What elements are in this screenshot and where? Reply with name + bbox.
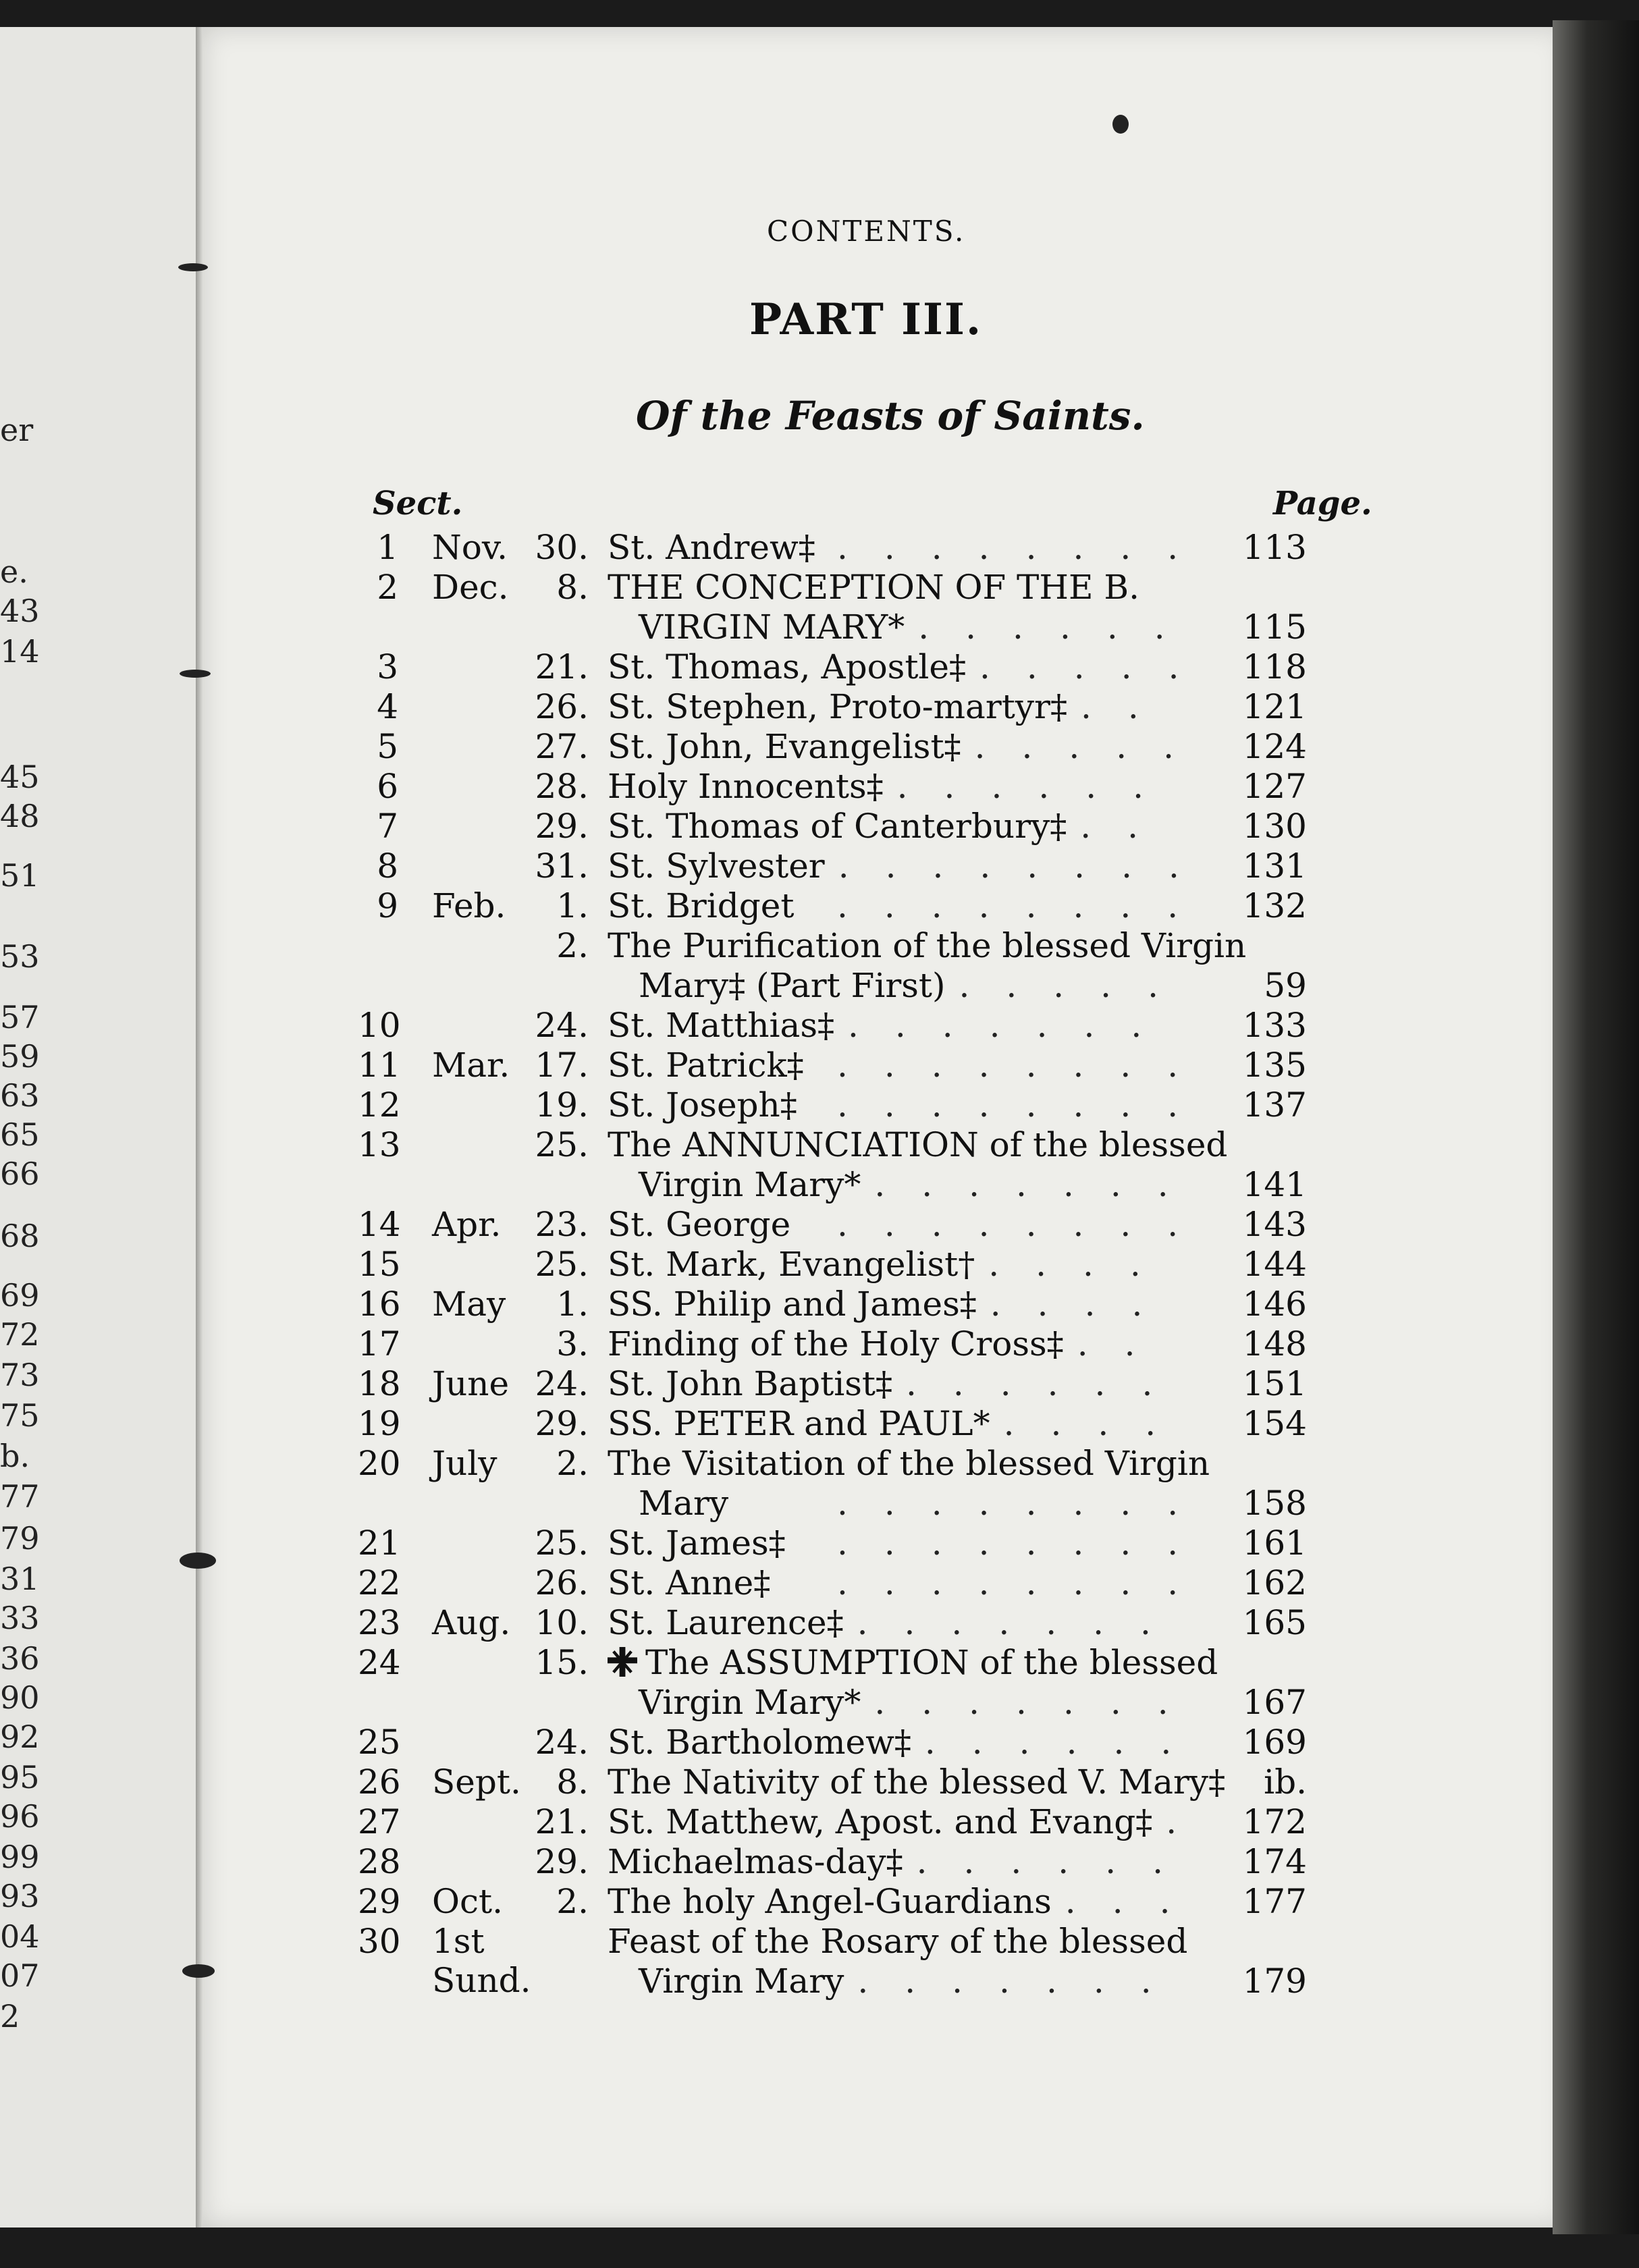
- day-number: 17.: [535, 1046, 589, 1085]
- facing-page-fragment: 36: [0, 1640, 40, 1677]
- page-number: 127: [1242, 767, 1307, 806]
- facing-page-fragment: 14: [0, 633, 40, 670]
- entry-title: St. Thomas, Apostle‡: [608, 647, 967, 686]
- entry-title: St. Sylvester: [608, 846, 825, 886]
- day-number: 25.: [535, 1125, 589, 1164]
- entry-title: VIRGIN MARY*: [639, 608, 905, 647]
- day-number: 3.: [556, 1324, 589, 1364]
- page-number: 161: [1242, 1523, 1307, 1563]
- dot-leader: .....: [974, 727, 1211, 766]
- section-number: 10: [358, 1006, 401, 1045]
- facing-page-fragment: 66: [0, 1156, 40, 1192]
- entry-title: St. Patrick‡: [608, 1046, 804, 1085]
- dot-leader: .....: [979, 647, 1216, 686]
- dot-leader: ......: [924, 1723, 1208, 1762]
- day-number: 1.: [556, 886, 589, 925]
- month-label: Feb.: [432, 886, 506, 925]
- part-title: PART III.: [749, 294, 983, 345]
- facing-page-fragment: 57: [0, 999, 40, 1035]
- section-number: 4: [377, 687, 398, 726]
- section-number: 22: [358, 1563, 401, 1602]
- month-label: Oct.: [432, 1882, 503, 1921]
- day-number: 24.: [535, 1006, 589, 1045]
- dot-leader: ........: [837, 1523, 1215, 1563]
- contents-heading: CONTENTS.: [767, 215, 966, 248]
- facing-page-fragment: 79: [0, 1520, 40, 1557]
- entry-title: [608, 1643, 1218, 1682]
- day-number: 28.: [535, 767, 589, 806]
- page-number: 141: [1242, 1165, 1307, 1204]
- dot-leader: ....: [1003, 1404, 1193, 1443]
- section-number: 9: [377, 886, 398, 925]
- entry-title: The Visitation of the blessed Virgin: [608, 1444, 1210, 1483]
- day-number: 29.: [535, 1842, 589, 1881]
- dot-leader: ........: [837, 1085, 1215, 1125]
- day-number: 8.: [556, 568, 589, 607]
- entry-title-text: The ASSUMPTION of the blessed: [645, 1643, 1218, 1682]
- month-label: Mar.: [432, 1046, 510, 1085]
- facing-page-fragment: 07: [0, 1958, 40, 1994]
- month-label: May: [432, 1285, 506, 1324]
- facing-page-fragment: 77: [0, 1478, 40, 1515]
- day-number: 15.: [535, 1643, 589, 1682]
- facing-page-fragment: 59: [0, 1038, 40, 1075]
- page-number: 130: [1242, 807, 1307, 846]
- page-number: 118: [1242, 647, 1307, 686]
- entry-title: St. Mark, Evangelist†: [608, 1245, 975, 1284]
- month-label: Dec.: [432, 568, 509, 607]
- entry-title: Finding of the Holy Cross‡: [608, 1324, 1064, 1364]
- entry-title: St. Joseph‡: [608, 1085, 797, 1125]
- dot-leader: ........: [837, 1484, 1215, 1523]
- facing-page-fragment: 43: [0, 593, 40, 629]
- page-number: 151: [1242, 1364, 1307, 1403]
- section-number: 15: [358, 1245, 401, 1284]
- dot-leader: ........: [837, 1563, 1215, 1602]
- dot-leader: ...: [1065, 1882, 1207, 1921]
- facing-page-fragment: 48: [0, 798, 40, 834]
- page-number: 169: [1242, 1723, 1307, 1762]
- day-number: 2.: [556, 1444, 589, 1483]
- page-number: 174: [1242, 1842, 1307, 1881]
- dot-leader: .....: [959, 966, 1195, 1005]
- day-number: 30.: [535, 528, 589, 567]
- page-number: 124: [1242, 727, 1307, 766]
- page-number: 158: [1242, 1484, 1307, 1523]
- page-number: 144: [1242, 1245, 1307, 1284]
- entry-title: St. Andrew‡: [608, 528, 815, 567]
- entry-title: St. Stephen, Proto-martyr‡: [608, 687, 1067, 726]
- section-number: 16: [358, 1285, 401, 1324]
- month-label: 1st Sund.: [432, 1922, 531, 2000]
- sect-column-heading: Sect.: [373, 485, 463, 522]
- section-number: 14: [358, 1205, 401, 1244]
- page-number: 172: [1242, 1802, 1307, 1841]
- page-number: 131: [1242, 846, 1307, 886]
- facing-page-fragment: 51: [0, 857, 40, 894]
- facing-page-fragment: 33: [0, 1600, 40, 1636]
- month-label: June: [432, 1364, 510, 1403]
- facing-page-fragment: 31: [0, 1561, 40, 1597]
- section-number: 26: [358, 1762, 401, 1802]
- facing-page-fragment: er: [0, 412, 34, 448]
- dot-leader: ......: [896, 767, 1181, 806]
- entry-title: Mary‡ (Part First): [639, 966, 946, 1005]
- entry-title: The holy Angel-Guardians: [608, 1882, 1052, 1921]
- section-number: 30: [358, 1922, 401, 1961]
- entry-title: Michaelmas-day‡: [608, 1842, 903, 1881]
- day-number: 27.: [535, 727, 589, 766]
- section-number: 13: [358, 1125, 401, 1164]
- entry-title: Feast of the Rosary of the blessed: [608, 1922, 1188, 1961]
- page-number: ib.: [1264, 1762, 1307, 1802]
- section-number: 20: [358, 1444, 401, 1483]
- facing-page-fragment: b.: [0, 1438, 30, 1474]
- dot-leader: ......: [905, 1364, 1189, 1403]
- day-number: 19.: [535, 1085, 589, 1125]
- section-number: 6: [377, 767, 398, 806]
- page-number: 135: [1242, 1046, 1307, 1085]
- page-number: 133: [1242, 1006, 1307, 1045]
- ink-mark: [178, 263, 208, 271]
- entry-title: Virgin Mary: [639, 1962, 844, 2001]
- entry-title: THE CONCEPTION OF THE B.: [608, 568, 1140, 607]
- page-number: 162: [1242, 1563, 1307, 1602]
- facing-page-fragment: 99: [0, 1839, 40, 1875]
- entry-title: St. John, Evangelist‡: [608, 727, 961, 766]
- section-number: 21: [358, 1523, 401, 1563]
- facing-page-fragment: 96: [0, 1798, 40, 1835]
- day-number: 29.: [535, 807, 589, 846]
- page-number: 154: [1242, 1404, 1307, 1443]
- day-number: 25.: [535, 1245, 589, 1284]
- facing-page-fragment: 68: [0, 1218, 40, 1254]
- section-number: 7: [377, 807, 398, 846]
- day-number: 31.: [535, 846, 589, 886]
- day-number: 24.: [535, 1364, 589, 1403]
- facing-page-fragment: 72: [0, 1316, 40, 1353]
- page-number: 148: [1242, 1324, 1307, 1364]
- month-label: Sept.: [432, 1762, 521, 1802]
- entry-title: St. Anne‡: [608, 1563, 771, 1602]
- day-number: 10.: [535, 1603, 589, 1642]
- page-number: 179: [1242, 1962, 1307, 2001]
- dot-leader: ......: [916, 1842, 1200, 1881]
- day-number: 25.: [535, 1523, 589, 1563]
- dot-leader: ........: [837, 528, 1215, 567]
- day-number: 2.: [556, 1882, 589, 1921]
- section-number: 28: [358, 1842, 401, 1881]
- dot-leader: .......: [874, 1165, 1205, 1204]
- dot-leader: ..: [1077, 1324, 1172, 1364]
- section-number: 19: [358, 1404, 401, 1443]
- section-number: 23: [358, 1603, 401, 1642]
- month-label: Aug.: [432, 1603, 511, 1642]
- dot-leader: ........: [838, 846, 1216, 886]
- entry-title: Virgin Mary*: [639, 1683, 861, 1722]
- dot-leader: .......: [857, 1962, 1188, 2001]
- page-number: 177: [1242, 1882, 1307, 1921]
- facing-page-fragment: 75: [0, 1397, 40, 1434]
- entry-title: The Nativity of the blessed V. Mary‡: [608, 1762, 1226, 1802]
- book-edge: [1553, 20, 1639, 2234]
- page-number: 143: [1242, 1205, 1307, 1244]
- entry-title: SS. Philip and James‡: [608, 1285, 977, 1324]
- facing-page-fragment: 53: [0, 938, 40, 975]
- page-number: 115: [1242, 608, 1307, 647]
- section-number: 25: [358, 1723, 401, 1762]
- day-number: 21.: [535, 1802, 589, 1841]
- page-number: 59: [1264, 966, 1307, 1005]
- facing-page-fragment: 73: [0, 1357, 40, 1393]
- page-number: 167: [1242, 1683, 1307, 1722]
- day-number: 23.: [535, 1205, 589, 1244]
- section-number: 18: [358, 1364, 401, 1403]
- facing-page-fragment: 90: [0, 1679, 40, 1716]
- part-subtitle: Of the Feasts of Saints.: [636, 393, 1145, 439]
- page-number: 137: [1242, 1085, 1307, 1125]
- facing-page-fragment: 45: [0, 759, 40, 795]
- dot-leader: ..: [1080, 687, 1175, 726]
- entry-title: St. Matthew, Apost. and Evang‡: [608, 1802, 1153, 1841]
- ink-mark: [182, 1964, 215, 1978]
- entry-title: St. George: [608, 1205, 791, 1244]
- month-label: Nov.: [432, 528, 508, 567]
- dot-leader: .......: [874, 1683, 1205, 1722]
- facing-page-fragment: 63: [0, 1077, 40, 1114]
- day-number: 29.: [535, 1404, 589, 1443]
- dot-leader: ....: [988, 1245, 1177, 1284]
- day-number: 1.: [556, 1285, 589, 1324]
- day-number: 21.: [535, 647, 589, 686]
- section-number: 29: [358, 1882, 401, 1921]
- page-number: 165: [1242, 1603, 1307, 1642]
- section-number: 24: [358, 1643, 401, 1682]
- entry-title: St. Thomas of Canterbury‡: [608, 807, 1067, 846]
- dot-leader: ........: [837, 1046, 1215, 1085]
- entry-title: St. Laurence‡: [608, 1603, 844, 1642]
- facing-page-fragment: e.: [0, 554, 28, 590]
- page-number: 121: [1242, 687, 1307, 726]
- section-number: 5: [377, 727, 398, 766]
- facing-page-fragment: 93: [0, 1878, 40, 1914]
- entry-title: Holy Innocents‡: [608, 767, 884, 806]
- page-number: 146: [1242, 1285, 1307, 1324]
- dot-leader: .......: [848, 1006, 1179, 1045]
- facing-page-fragment: 69: [0, 1277, 40, 1314]
- section-number: 11: [358, 1046, 401, 1085]
- section-number: 2: [377, 568, 398, 607]
- section-number: 27: [358, 1802, 401, 1841]
- ink-mark: [180, 670, 211, 678]
- facing-page-fragment: 2: [0, 1998, 20, 2034]
- entry-title: St. Bartholomew‡: [608, 1723, 911, 1762]
- dot-leader: ........: [837, 886, 1215, 925]
- facing-page-fragment: 92: [0, 1719, 40, 1755]
- entry-title: St. James‡: [608, 1523, 786, 1563]
- entry-title: St. Bridget: [608, 886, 795, 925]
- section-number: 17: [358, 1324, 401, 1364]
- day-number: 8.: [556, 1762, 589, 1802]
- section-number: 8: [377, 846, 398, 886]
- dot-leader: ....: [990, 1285, 1179, 1324]
- ink-mark: [1112, 115, 1129, 134]
- day-number: 26.: [535, 1563, 589, 1602]
- day-number: 26.: [535, 687, 589, 726]
- entry-title: Virgin Mary*: [639, 1165, 861, 1204]
- facing-page-fragment: 04: [0, 1918, 40, 1955]
- dot-leader: ......: [918, 608, 1202, 647]
- dot-leader: .......: [857, 1603, 1187, 1642]
- page-number: 132: [1242, 886, 1307, 925]
- section-number: 1: [377, 528, 398, 567]
- entry-title: SS. PETER and PAUL*: [608, 1404, 990, 1443]
- entry-title: St. John Baptist‡: [608, 1364, 892, 1403]
- ink-mark: [180, 1552, 216, 1569]
- facing-page-fragment: 65: [0, 1116, 40, 1153]
- day-number: 2.: [556, 926, 589, 965]
- page-column-heading: Page.: [1273, 485, 1372, 522]
- section-number: 12: [358, 1085, 401, 1125]
- dot-leader: ........: [837, 1205, 1215, 1244]
- entry-title: The ANNUNCIATION of the blessed: [608, 1125, 1228, 1164]
- month-label: Apr.: [432, 1205, 502, 1244]
- section-number: 3: [377, 647, 398, 686]
- day-number: 24.: [535, 1723, 589, 1762]
- dot-leader: ..: [1080, 807, 1175, 846]
- page-number: 113: [1242, 528, 1307, 567]
- entry-title: St. Matthias‡: [608, 1006, 834, 1045]
- entry-title: The Purification of the blessed Virgin: [608, 926, 1247, 965]
- entry-title: Mary: [639, 1484, 729, 1523]
- dot-leader: .: [1166, 1802, 1214, 1841]
- month-label: July: [432, 1444, 498, 1483]
- facing-page-fragment: 95: [0, 1759, 40, 1796]
